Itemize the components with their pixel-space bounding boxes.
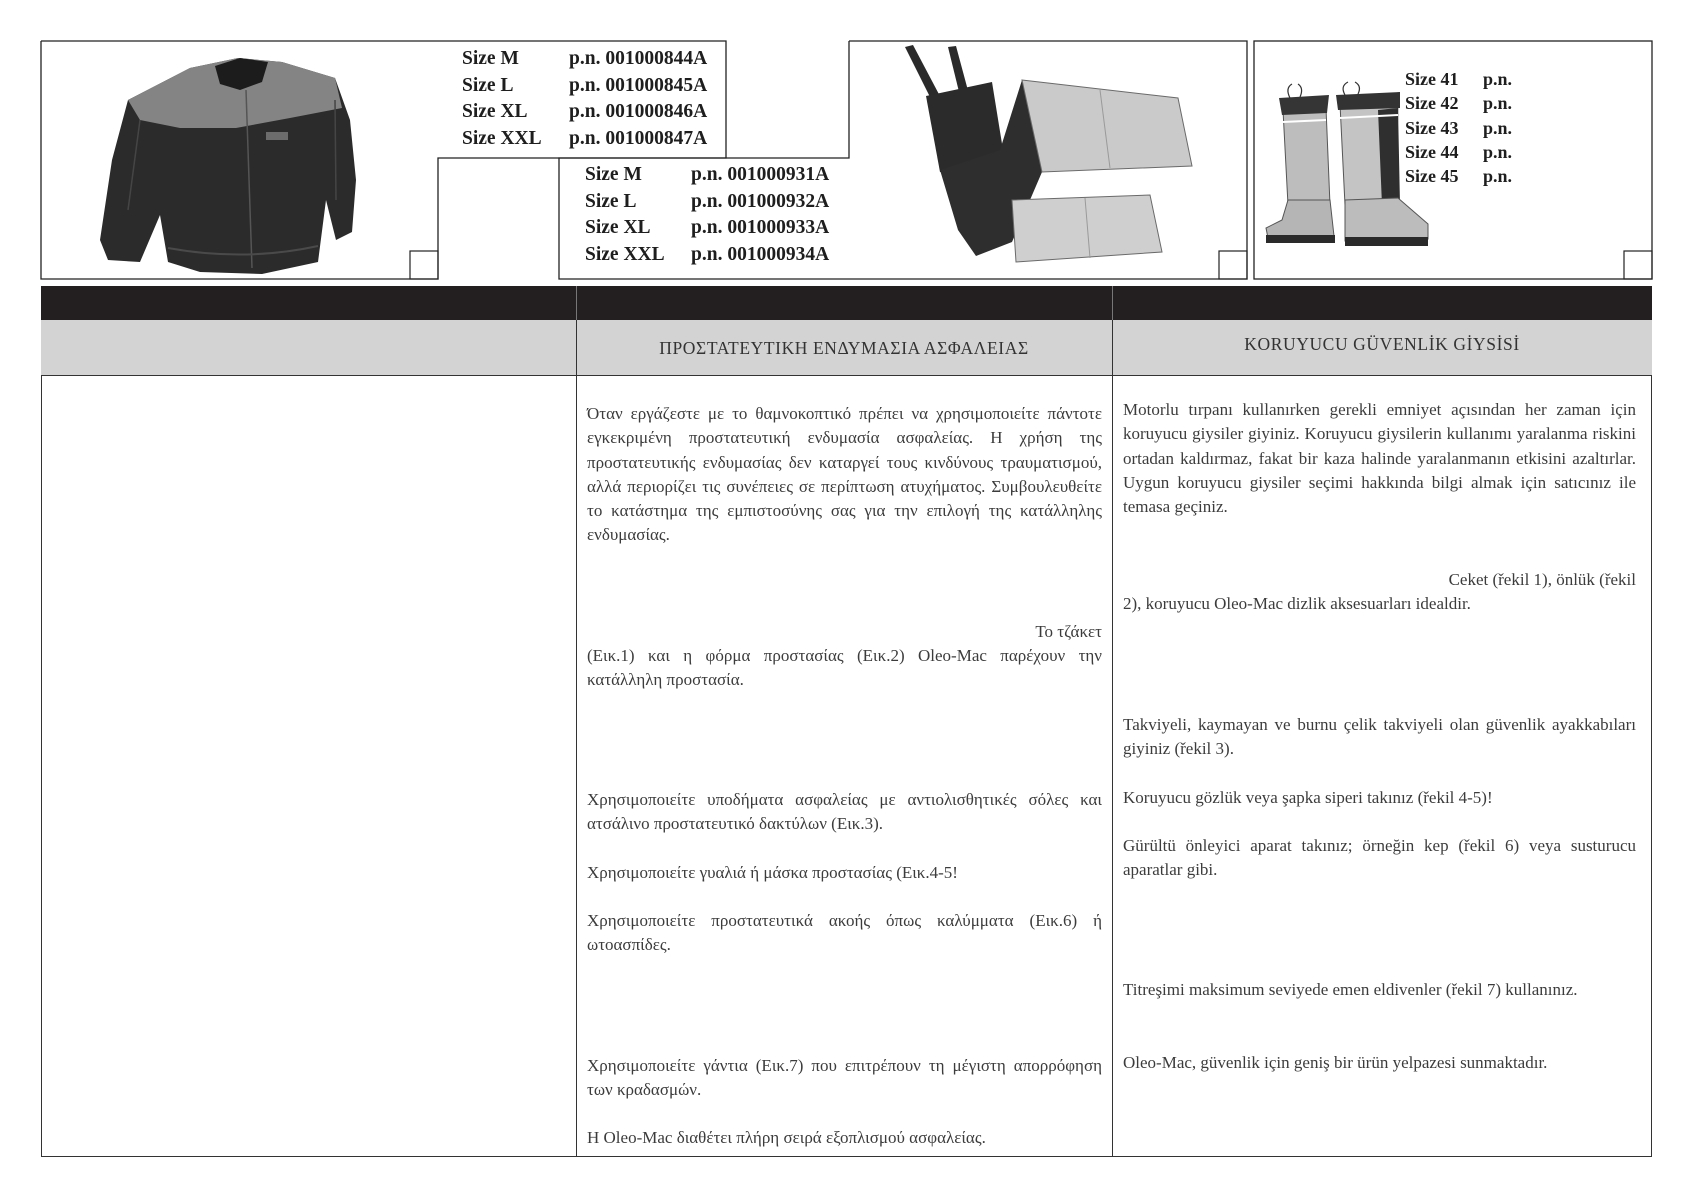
size-label: Size XXL bbox=[462, 127, 542, 149]
turkish-paragraph-line: Ceket (řekil 1), önlük (řekil bbox=[1448, 570, 1636, 589]
size-label: Size L bbox=[585, 190, 637, 212]
part-number: p.n. 001000847A bbox=[569, 127, 708, 149]
part-number: p.n. bbox=[1483, 141, 1513, 162]
greek-paragraph: Χρησιμοποιείτε γυαλιά ή μάσκα προστασίας (Εικ.4-5! bbox=[587, 863, 958, 882]
figure-number-box bbox=[410, 251, 438, 279]
turkish-paragraph: Oleo-Mac, güvenlik için geniş bir ürün yelpazesi sunmaktadır. bbox=[1123, 1053, 1548, 1072]
part-number: p.n. 001000844A bbox=[569, 48, 708, 69]
turkish-paragraph: Motorlu tırpanı kullanırken gerekli emniyet açısından her zaman için koruyucu giysiler giyiniz. Koruyucu giysilerin kullanımı yaralanma riskini ortadan kaldırmaz, fakat bir kaza halinde yaralanmanın etkisini azaltırlar. Uygun koruyucu giysiler seçimi hakkında bilgi almak için satıcınız ile temasa geçiniz. bbox=[1123, 400, 1636, 517]
size-row bbox=[1405, 164, 1512, 188]
right-boot-cuff bbox=[1336, 92, 1400, 110]
greek-paragraph: Η Oleo-Mac διαθέτει πλήρη σειρά εξοπλισμού ασφαλείας. bbox=[587, 1128, 986, 1147]
column-divider-header bbox=[1112, 286, 1113, 320]
column-divider-header bbox=[576, 286, 577, 320]
size-label: Size XL bbox=[585, 217, 651, 239]
size-row bbox=[462, 73, 707, 100]
overalls-leg-lower bbox=[1012, 195, 1162, 262]
overalls-illustration bbox=[905, 45, 1192, 262]
boots-illustration bbox=[1266, 82, 1428, 246]
greek-paragraph: Χρησιμοποιείτε προστατευτικά ακοής όπως καλύμματα (Εικ.6) ή ωτοασπίδες. bbox=[587, 911, 1102, 955]
size-label: Size 45 bbox=[1405, 166, 1459, 187]
left-boot-lace bbox=[1288, 84, 1302, 98]
greek-section-title: ΠΡΟΣΤΑΤΕΥΤΙΚΗ ΕΝΔΥΜΑΣΙΑ ΑΣΦΑΛΕΙΑΣ bbox=[659, 337, 1029, 358]
size-row bbox=[462, 46, 707, 73]
turkish-paragraph: Titreşimi maksimum seviyede emen eldivenler (řekil 7) kullanınız. bbox=[1123, 980, 1578, 999]
jacket-sleeve-seam bbox=[335, 100, 336, 200]
figure-number-box bbox=[1624, 251, 1652, 279]
part-number: p.n. bbox=[1483, 166, 1513, 187]
turkish-section-title: KORUYUCU GÜVENLİK GİYSİSİ bbox=[1244, 333, 1520, 354]
size-row bbox=[462, 126, 707, 153]
greek-paragraph: Χρησιμοποιείτε γάντια (Εικ.7) που επιτρέπουν τη μέγιστη απορρόφηση των κραδασμών. bbox=[587, 1056, 1102, 1100]
part-number: p.n. 001000933A bbox=[691, 217, 830, 239]
part-number: p.n. bbox=[1483, 93, 1513, 114]
greek-paragraph: (Εικ.1) και η φόρμα προστασίας (Εικ.2) Oleo-Mac παρέχουν την κατάλληλη προστασία. bbox=[587, 646, 1102, 690]
left-boot-cuff bbox=[1279, 95, 1329, 115]
size-row bbox=[462, 99, 707, 126]
part-number: p.n. 001000934A bbox=[691, 244, 830, 266]
size-label: Size 41 bbox=[1405, 69, 1459, 89]
column-divider bbox=[1112, 286, 1113, 1157]
size-row bbox=[1405, 91, 1512, 115]
size-row bbox=[585, 189, 829, 216]
turkish-paragraph: Koruyucu gözlük veya şapka siperi takınız (řekil 4-5)! bbox=[1123, 788, 1493, 807]
left-boot-sole bbox=[1266, 235, 1335, 243]
size-label: Size XL bbox=[462, 101, 528, 122]
table-header-bar bbox=[41, 286, 1652, 320]
right-boot-lace bbox=[1343, 82, 1359, 95]
size-row bbox=[585, 162, 829, 189]
left-boot-foot bbox=[1266, 200, 1334, 238]
figure-number-box bbox=[1219, 251, 1247, 279]
size-label: Size M bbox=[462, 48, 519, 69]
boots-size-list bbox=[1405, 67, 1512, 188]
column-divider bbox=[576, 286, 577, 1157]
size-label: Size M bbox=[585, 164, 642, 185]
part-number: p.n. 001000932A bbox=[691, 190, 830, 212]
size-label: Size 43 bbox=[1405, 117, 1459, 138]
turkish-paragraph: Takviyeli, kaymayan ve burnu çelik takviyeli olan güvenlik ayakkabıları giyiniz (řekil 3). bbox=[1123, 715, 1636, 759]
size-row bbox=[585, 242, 829, 269]
size-row bbox=[1405, 116, 1512, 140]
greek-paragraph: Χρησιμοποιείτε υποδήματα ασφαλείας με αντιολισθητικές σόλες και ατσάλινο προστατευτικό δακτύλων (Εικ.3). bbox=[587, 790, 1102, 834]
size-label: Size L bbox=[462, 74, 514, 96]
greek-paragraph-line: Το τζάκετ bbox=[1035, 622, 1102, 641]
part-number: p.n. 001000845A bbox=[569, 74, 708, 96]
part-number: p.n. 001000931A bbox=[691, 164, 830, 185]
right-boot-foot bbox=[1345, 198, 1428, 241]
overalls-size-list bbox=[585, 162, 829, 269]
part-number: p.n. 001000846A bbox=[569, 101, 708, 122]
part-number: p.n. bbox=[1483, 117, 1513, 138]
size-label: Size 44 bbox=[1405, 141, 1459, 162]
right-boot-sole bbox=[1345, 237, 1428, 246]
size-label: Size 42 bbox=[1405, 93, 1459, 114]
jacket-logo bbox=[266, 132, 288, 140]
overalls-leg-upper bbox=[1022, 80, 1192, 172]
turkish-paragraph: Gürültü önleyici aparat takınız; örneğin kep (řekil 6) veya susturucu aparatlar gibi. bbox=[1123, 836, 1636, 880]
greek-paragraph: Όταν εργάζεστε με το θαμνοκοπτικό πρέπει να χρησιμοποιείτε πάντοτε εγκεκριμένη προστατευτική ενδυμασία ασφαλείας. Η χρήση της προστατευτικής ενδυμασίας δεν καταργεί τους κινδύνους τραυματισμού, αλλά περιορίζει τις συνέπειες σε περίπτωση ατυχήματος. Συμβουλευθείτε το κατάστημα της εμπιστοσύνης σας για την επιλογή της κατάλληλης ενδυμασίας. bbox=[587, 404, 1102, 545]
size-row bbox=[1405, 67, 1512, 91]
size-row bbox=[1405, 140, 1512, 164]
size-row bbox=[585, 215, 829, 242]
size-label: Size XXL bbox=[585, 244, 665, 266]
jacket-size-list bbox=[462, 46, 707, 152]
left-boot-shaft bbox=[1283, 108, 1330, 214]
turkish-paragraph: 2), koruyucu Oleo-Mac dizlik aksesuarları idealdir. bbox=[1123, 594, 1471, 613]
jacket-illustration bbox=[100, 58, 356, 274]
part-number: p.n. bbox=[1483, 69, 1513, 89]
